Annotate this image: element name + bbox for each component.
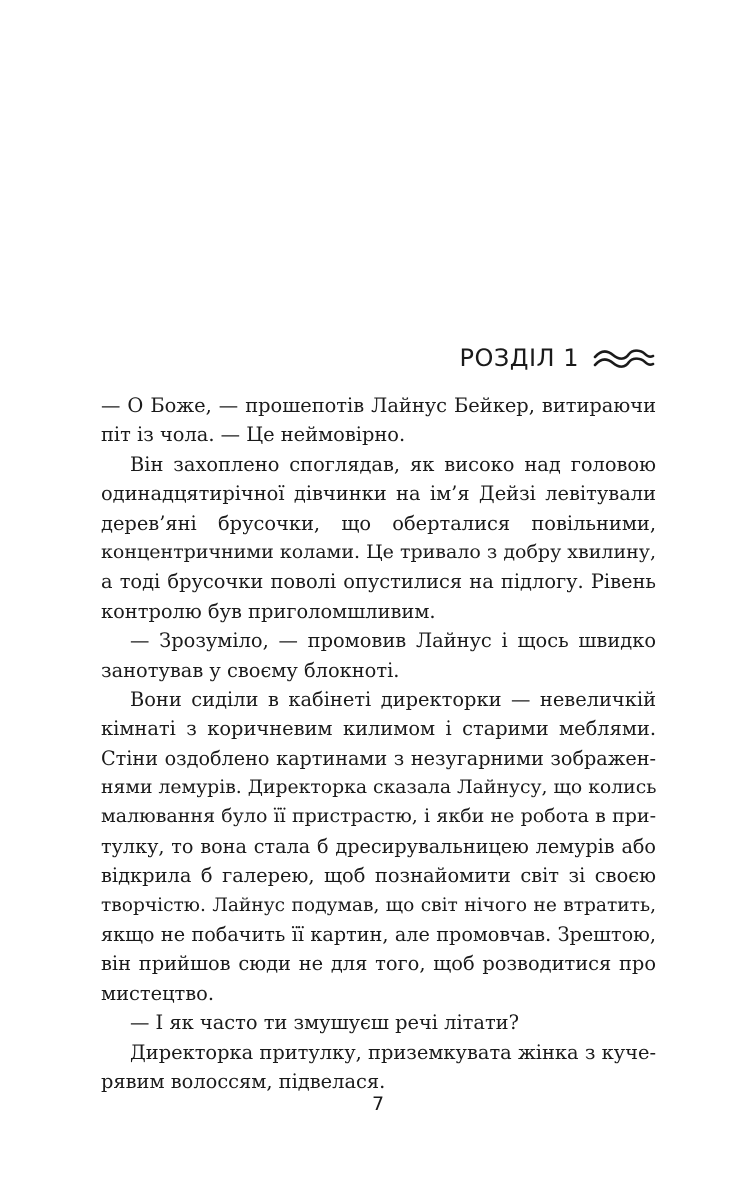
wave-ornament-icon	[593, 348, 655, 370]
text-line: малювання було її пристрастю, і якби не робота в при-	[101, 805, 656, 828]
text-line: він прийшов сюди не для того, щоб розводитися про	[101, 952, 656, 976]
text-line: Директорка притулку, приземкувата жінка з куче-	[130, 1040, 656, 1064]
text-line: рявим волоссям, підвелася.	[101, 1069, 386, 1093]
text-line: а тоді брусочки поволі опустилися на підлогу. Рівень	[101, 570, 656, 594]
chapter-heading	[459, 340, 655, 376]
text-line: піт із чола. — Це неймовірно.	[101, 423, 406, 447]
text-line: занотував у своєму блокноті.	[101, 658, 400, 682]
text-line: творчістю. Лайнус подумав, що світ нічого не втратить,	[101, 894, 656, 916]
page-number: 7	[371, 1093, 385, 1115]
text-line: якщо не побачить її картин, але промовчав. Зрештою,	[101, 923, 656, 947]
text-line: нями лемурів. Директорка сказала Лайнусу, що колись	[101, 777, 657, 799]
text-line: — Зрозуміло, — промовив Лайнус і щось швидко	[130, 629, 656, 653]
text-line: Він захоплено споглядав, як високо над головою	[130, 452, 656, 476]
text-line: Стіни оздоблено картинами з незугарними зображен-	[101, 746, 656, 770]
chapter-title: РОЗДІЛ 1	[459, 344, 579, 372]
text-line: мистецтво.	[101, 981, 215, 1005]
text-line: концентричними колами. Це тривало з добру хвилину,	[101, 540, 656, 563]
text-line: Вони сиділи в кабінеті директорки — невеличкій	[130, 687, 656, 711]
body-text	[101, 391, 656, 1096]
text-line: відкрила б галерею, щоб познайомити світ зі своєю	[101, 864, 656, 888]
text-line: тулку, то вона стала б дресирувальницею лемурів або	[101, 834, 656, 858]
text-line: — І як часто ти змушуєш речі літати?	[130, 1011, 519, 1035]
text-line: контролю був приголомшливим.	[101, 599, 436, 623]
text-line: дерев’яні брусочки, що оберталися повільними,	[101, 511, 656, 535]
text-line: одинадцятирічної дівчинки на ім’я Дейзі левітували	[101, 482, 656, 506]
text-line: кімнаті з коричневим килимом і старими меблями.	[101, 717, 656, 741]
text-line: — О Боже, — прошепотів Лайнус Бейкер, витираючи	[101, 394, 656, 417]
